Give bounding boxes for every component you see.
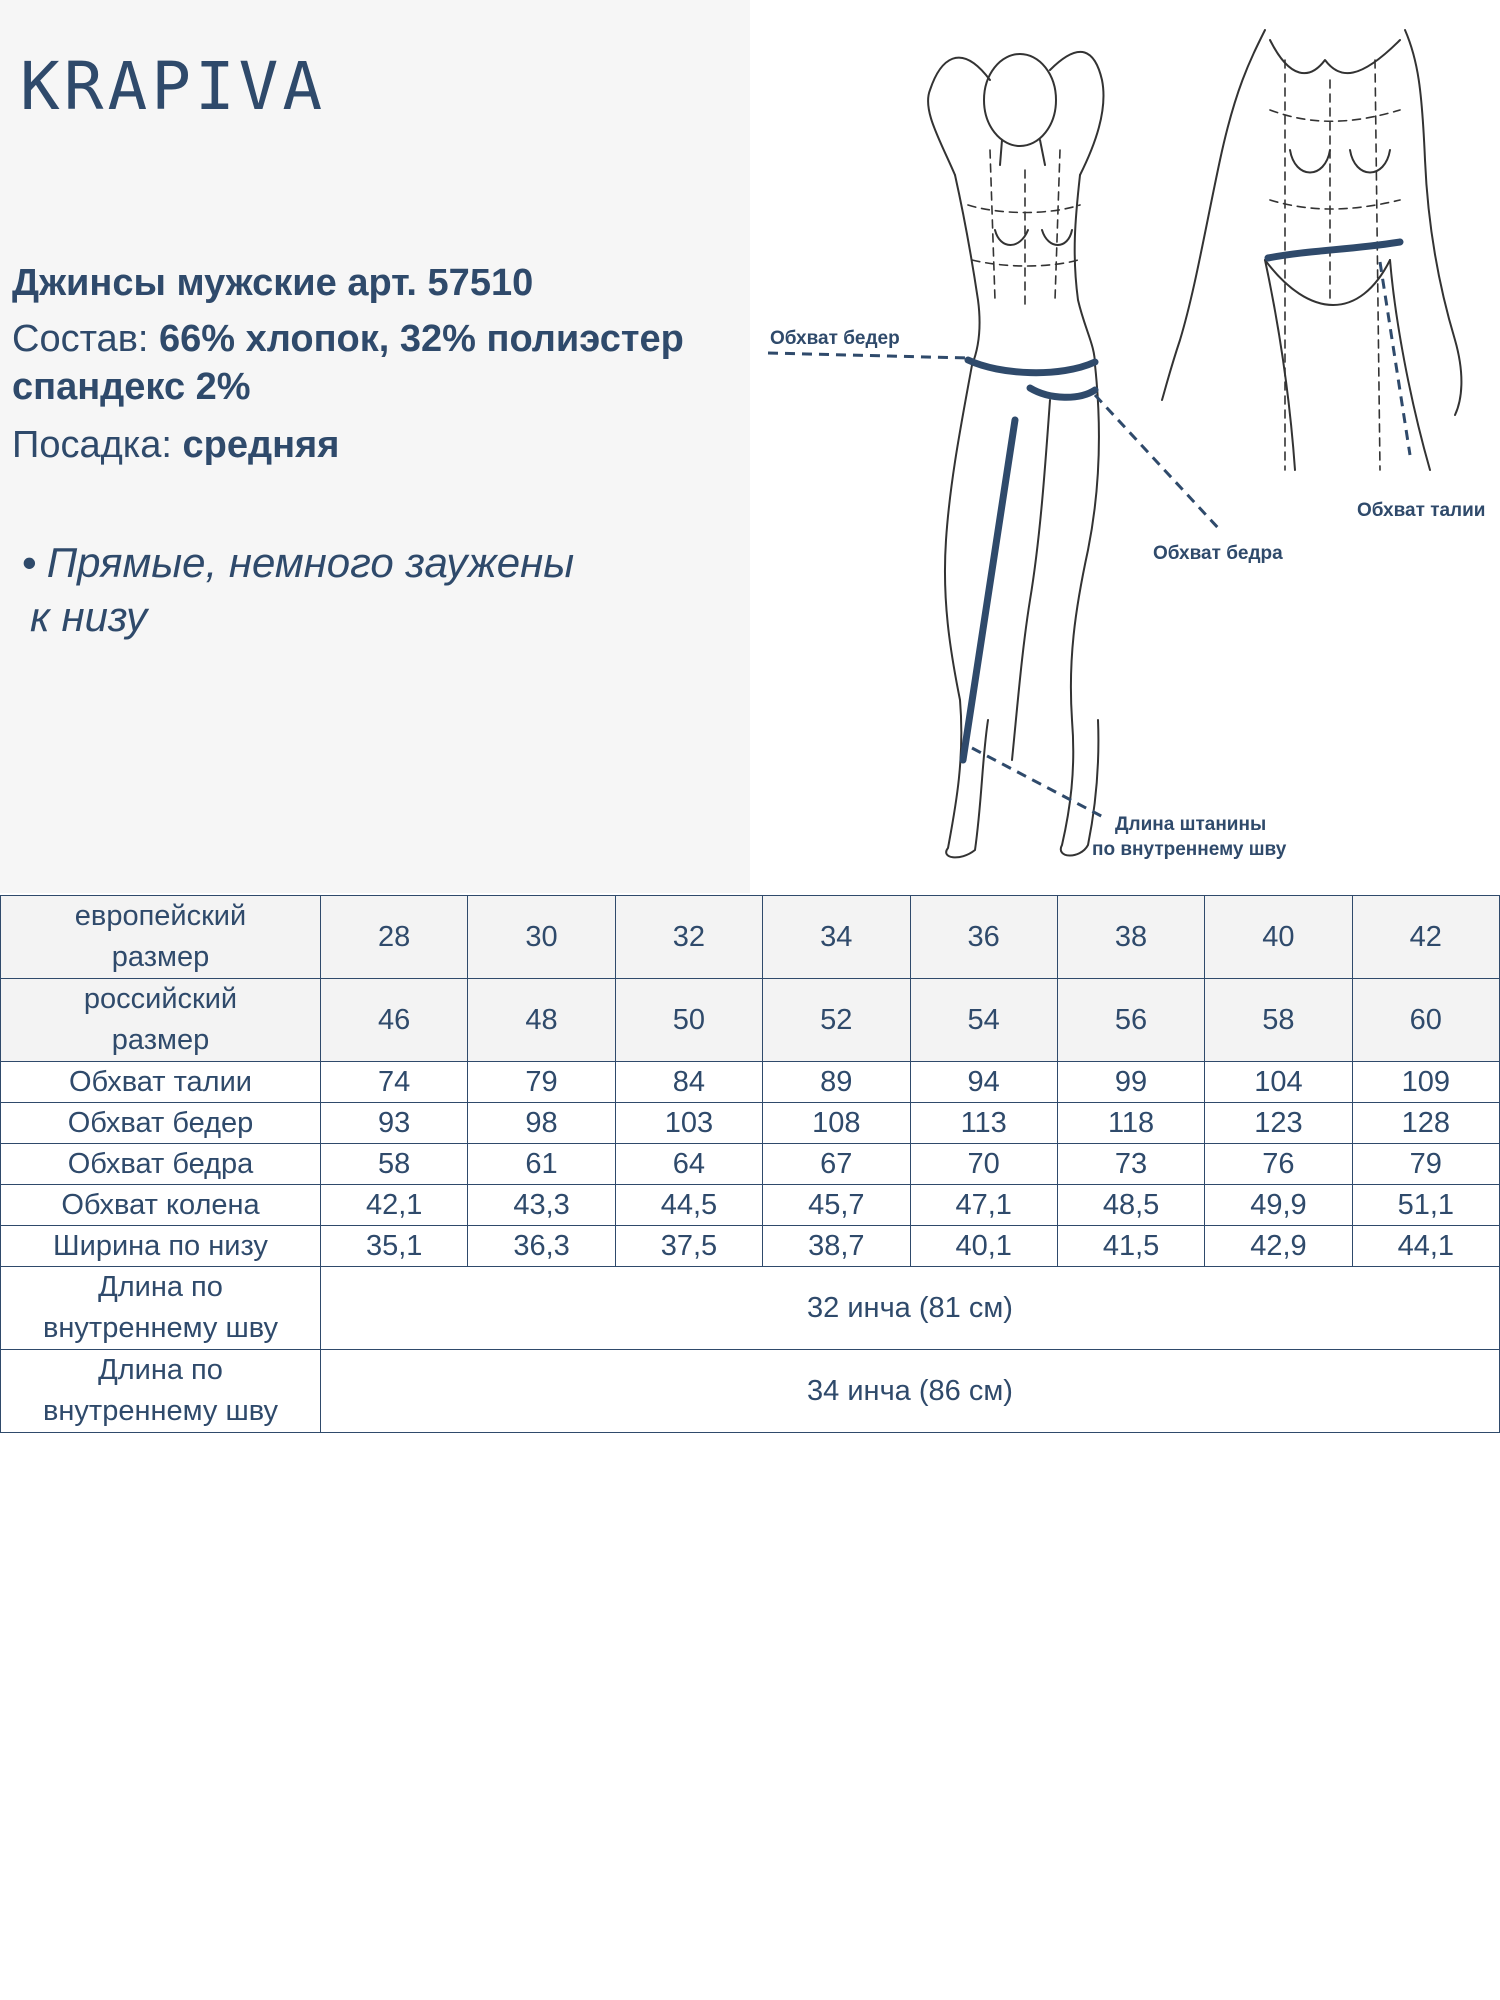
table-cell: 36 [910,896,1057,979]
table-row [1,1226,1500,1267]
info-panel [0,0,750,893]
row-label: Обхват талии [1,1062,321,1103]
waist-leader [1380,262,1410,455]
table-cell: 48,5 [1057,1185,1204,1226]
inseam-value-cell: 34 инча (86 см) [321,1350,1500,1433]
product-title: Джинсы мужские арт. 57510 [12,262,534,304]
table-cell: 46 [321,979,468,1062]
feature-line-1: Прямые, немного заужены [46,539,575,586]
composition-label: Состав: [12,318,149,360]
table-cell: 61 [468,1144,615,1185]
table-cell: 70 [910,1144,1057,1185]
table-cell: 103 [615,1103,762,1144]
table-row [1,1350,1500,1433]
table-row [1,1185,1500,1226]
table-cell: 52 [763,979,910,1062]
table-cell: 54 [910,979,1057,1062]
table-cell: 76 [1205,1144,1352,1185]
fit-line [12,424,339,467]
inseam-leader [972,748,1105,818]
table-row [1,896,1500,979]
table-row [1,979,1500,1062]
table-cell: 84 [615,1062,762,1103]
table-cell: 58 [321,1144,468,1185]
row-label: Обхват бедер [1,1103,321,1144]
fit-label: Посадка: [12,424,172,466]
thigh-leader [1095,395,1220,530]
table-cell: 118 [1057,1103,1204,1144]
table-cell: 108 [763,1103,910,1144]
callout-inseam-1: Длина штанины [1115,814,1267,835]
table-cell: 123 [1205,1103,1352,1144]
composition-line [12,318,684,361]
table-cell: 128 [1352,1103,1499,1144]
table-cell: 40,1 [910,1226,1057,1267]
table-cell: 30 [468,896,615,979]
table-cell: 73 [1057,1144,1204,1185]
table-cell: 89 [763,1062,910,1103]
table-cell: 67 [763,1144,910,1185]
thigh-band [1030,388,1095,397]
body-figure-illustration [750,0,1500,893]
table-cell: 47,1 [910,1185,1057,1226]
table-cell: 113 [910,1103,1057,1144]
table-cell: 41,5 [1057,1226,1204,1267]
table-cell: 79 [1352,1144,1499,1185]
hips-band [968,360,1095,373]
table-cell: 32 [615,896,762,979]
size-table [0,895,1500,1433]
table-cell: 109 [1352,1062,1499,1103]
row-label: Ширина по низу [1,1226,321,1267]
table-cell: 49,9 [1205,1185,1352,1226]
table-row [1,1144,1500,1185]
feature-line-2: к низу [30,593,148,640]
callout-waist: Обхват талии [1357,500,1486,521]
table-cell: 36,3 [468,1226,615,1267]
feature-item [22,536,722,644]
row-label: российский размер [1,979,321,1062]
table-cell: 60 [1352,979,1499,1062]
table-cell: 37,5 [615,1226,762,1267]
composition-value: 66% хлопок, 32% полиэстер [159,318,684,360]
fit-value: средняя [182,424,340,466]
table-cell: 42 [1352,896,1499,979]
table-cell: 43,3 [468,1185,615,1226]
brand-logo: KRAPIVA [20,48,327,125]
table-cell: 45,7 [763,1185,910,1226]
inseam-line [963,420,1015,760]
callout-inseam-2: по внутреннему шву [1092,839,1287,860]
table-cell: 93 [321,1103,468,1144]
table-cell: 64 [615,1144,762,1185]
table-cell: 42,1 [321,1185,468,1226]
table-cell: 51,1 [1352,1185,1499,1226]
bullet-icon: • [22,539,37,586]
table-cell: 35,1 [321,1226,468,1267]
table-cell: 94 [910,1062,1057,1103]
table-cell: 28 [321,896,468,979]
table-cell: 56 [1057,979,1204,1062]
inseam-value-cell: 32 инча (81 см) [321,1267,1500,1350]
table-cell: 40 [1205,896,1352,979]
table-cell: 48 [468,979,615,1062]
table-cell: 44,1 [1352,1226,1499,1267]
row-label: Длина по внутреннему шву [1,1350,321,1433]
table-cell: 74 [321,1062,468,1103]
table-row [1,1062,1500,1103]
table-row [1,1267,1500,1350]
hips-leader [768,353,968,358]
callout-thigh: Обхват бедра [1153,543,1283,564]
table-cell: 42,9 [1205,1226,1352,1267]
callout-hips: Обхват бедер [770,328,900,349]
row-label: Длина по внутреннему шву [1,1267,321,1350]
measurement-illustration [750,0,1500,893]
table-row [1,1103,1500,1144]
table-cell: 79 [468,1062,615,1103]
row-label: европейский размер [1,896,321,979]
table-cell: 38,7 [763,1226,910,1267]
table-cell: 58 [1205,979,1352,1062]
figure-head [984,54,1056,146]
waist-band [1268,242,1400,258]
table-cell: 104 [1205,1062,1352,1103]
table-cell: 34 [763,896,910,979]
row-label: Обхват колена [1,1185,321,1226]
table-cell: 98 [468,1103,615,1144]
row-label: Обхват бедра [1,1144,321,1185]
table-cell: 44,5 [615,1185,762,1226]
table-cell: 50 [615,979,762,1062]
table-cell: 38 [1057,896,1204,979]
table-cell: 99 [1057,1062,1204,1103]
composition-value-cont: спандекс 2% [12,366,251,408]
